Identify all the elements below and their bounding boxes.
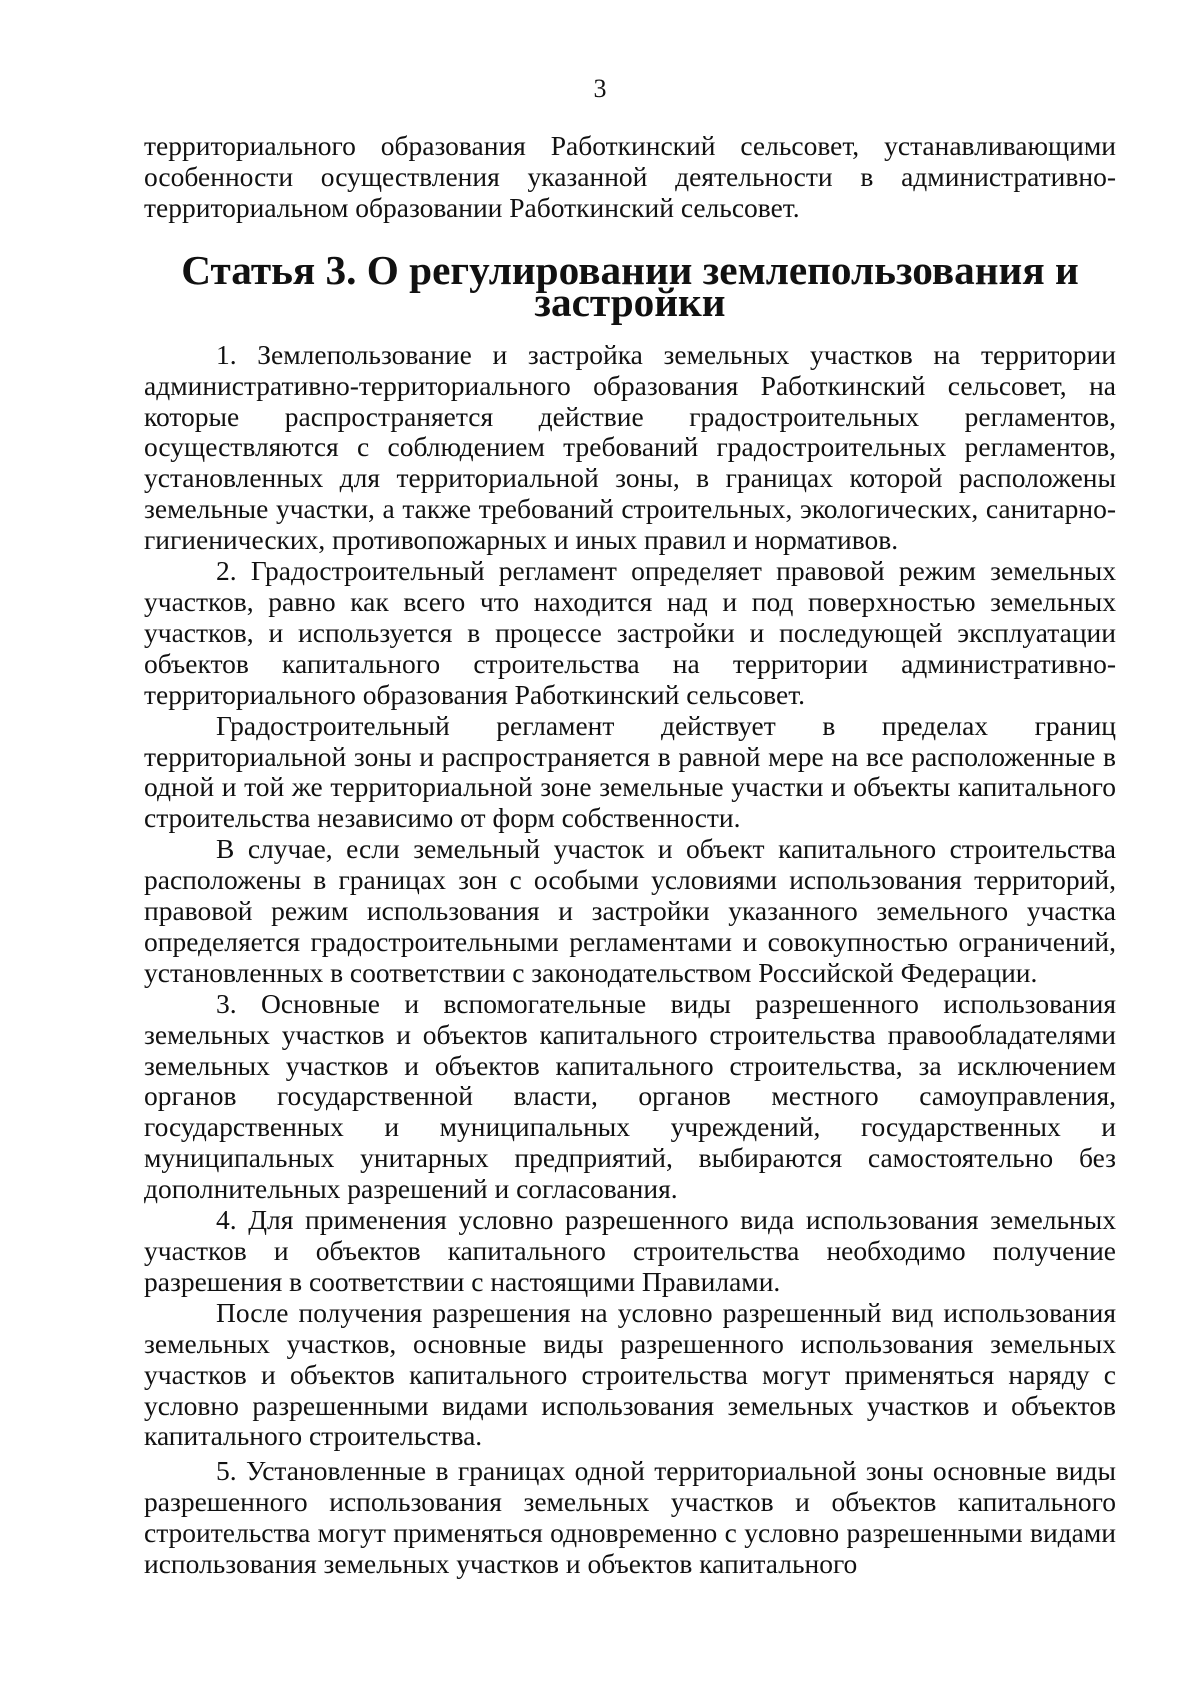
paragraph: После получения разрешения на условно разрешенный вид использования земельных участков, основные виды разрешенного использования земельных участков и объектов капитального строительства могут применяться наряду с условно разрешенными видами использования земельных участков и объектов капитального строительства. — [144, 1296, 1116, 1452]
paragraph-continuation: территориального образования Работкинский сельсовет, устанавливающими особенности осуществления указанной деятельности в административно-территориальном образовании Работкинский сельсовет. — [144, 130, 1116, 223]
paragraph-item-2: 2. Градостроительный регламент определяет правовой режим земельных участков, равно как всего что находится над и под поверхностью земельных участков, и используется в процессе застройки и последующей эксплуатации объектов капитального строительства на территории административно-территориального образования Работкинский сельсовет. — [144, 555, 1116, 710]
document-body — [144, 131, 1116, 1580]
paragraph: Градостроительный регламент действует в пределах границ территориальной зоны и распространяется в равной мере на все расположенные в одной и той же территориальной зоне земельные участки и объекты капитального строительства независимо от форм собственности. — [144, 709, 1116, 834]
article-heading: Статья 3. О регулировании землепользования и застройки — [181, 246, 1079, 325]
paragraph-item-3: 3. Основные и вспомогательные виды разрешенного использования земельных участков и объектов капитального строительства правообладателями земельных участков и объектов капитального строительства, за исключением органов государственной власти, органов местного самоуправления, государственных и муниципальных учреждений, государственных и муниципальных унитарных предприятий, выбираются самостоятельно без дополнительных разрешений и согласования. — [144, 987, 1116, 1205]
page-number: 3 — [593, 74, 607, 103]
paragraph: В случае, если земельный участок и объект капитального строительства расположены в границах зон с особыми условиями использования территорий, правовой режим использования и застройки указанного земельного участка определяется градостроительными регламентами и совокупностью ограничений, установленных в соответствии с законодательством Российской Федерации. — [144, 833, 1116, 988]
paragraph-item-4: 4. Для применения условно разрешенного вида использования земельных участков и объектов капитального строительства необходимо получение разрешения в соответствии с настоящими Правилами. — [144, 1204, 1116, 1297]
paragraph-item-1: 1. Землепользование и застройка земельных участков на территории административно-территориального образования Работкинский сельсовет, на которые распространяется действие градостроительных регламентов, осуществляются с соблюдением требований градостроительных регламентов, установленных для территориальной зоны, в границах которой расположены земельные участки, а также требований строительных, экологических, санитарно-гигиенических, противопожарных и иных правил и нормативов. — [144, 338, 1116, 556]
paragraph-item-5: 5. Установленные в границах одной территориальной зоны основные виды разрешенного использования земельных участков и объектов капитального строительства могут применяться одновременно с условно разрешенными видами использования земельных участков и объектов капитального — [144, 1455, 1116, 1580]
